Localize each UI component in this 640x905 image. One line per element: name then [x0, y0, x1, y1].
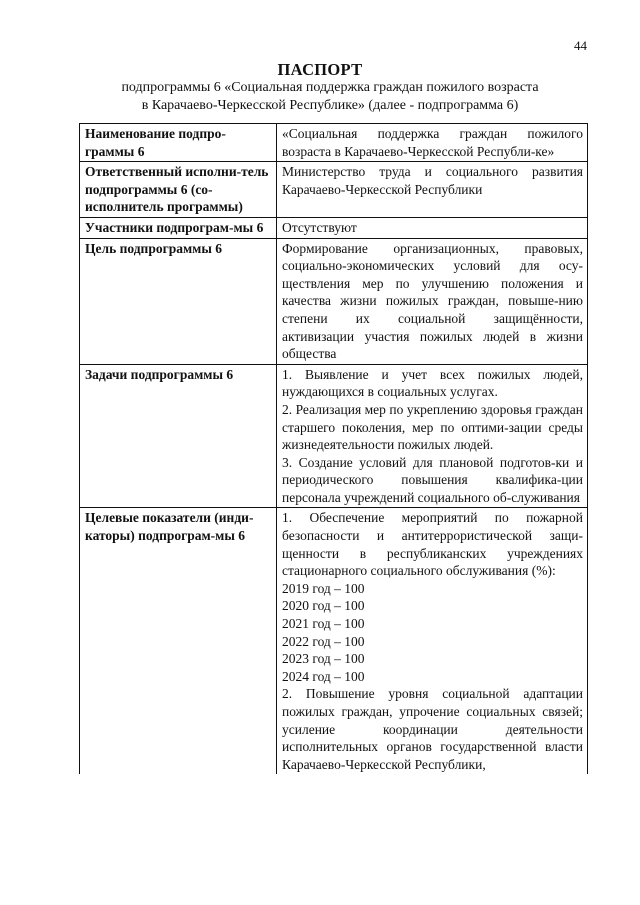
value-paragraph: 2023 год – 100 [282, 651, 365, 667]
row-label: Участники подпрограм-мы 6 [80, 217, 277, 238]
value-paragraph: 1. Обеспечение мероприятий по пожарной безопасности и антитеррористической защи-щенности в республиканских учреждениях стационарного социального обслуживания (%): [282, 510, 583, 579]
subtitle-line: в Карачаево-Черкесской Республике» (далее - подпрограмма 6) [141, 98, 519, 113]
value-paragraph: Отсутствуют [282, 219, 357, 235]
value-paragraph: Министерство труда и социального развития Карачаево-Черкесской Республики [282, 164, 583, 197]
row-value [277, 124, 588, 162]
value-paragraph: 1. Выявление и учет всех пожилых людей, нуждающихся в социальных услугах. [282, 366, 583, 400]
row-label: Ответственный исполни-тель подпрограммы 6 (со-исполнитель программы) [80, 162, 277, 218]
row-label: Задачи подпрограммы 6 [80, 364, 277, 508]
row-label: Наименование подпро-граммы 6 [80, 124, 277, 162]
table-row [80, 364, 588, 508]
row-value [277, 162, 588, 218]
row-value [277, 238, 588, 364]
value-paragraph: 2. Реализация мер по укреплению здоровья граждан старшего поколения, мер по оптими-зации среды жизнедеятельности пожилых людей. [282, 401, 583, 453]
table-row [80, 124, 588, 162]
table-row [80, 238, 588, 364]
value-paragraph: 3. Создание условий для плановой подготов-ки и периодического повышения квалифика-ции персонала учреждений социального об-служивания [282, 454, 583, 505]
value-paragraph: 2. Повышение уровня социальной адаптации пожилых граждан, упрочение социальных связей; усиление координации деятельности исполнительных органов государственной власти Карачаево-Черкесской Республики, [282, 686, 583, 772]
row-value [277, 508, 588, 774]
value-paragraph: 2022 год – 100 [282, 633, 365, 649]
table-row [80, 508, 588, 774]
value-paragraph: «Социальная поддержка граждан пожилого возраста в Карачаево-Черкесской Республи-ке» [282, 126, 583, 159]
row-label: Целевые показатели (инди-каторы) подпрограм-мы 6 [80, 508, 277, 774]
row-value [277, 364, 588, 508]
table-row [80, 217, 588, 238]
row-label: Цель подпрограммы 6 [80, 238, 277, 364]
document-subtitle [60, 79, 600, 115]
value-paragraph: Формирование организационных, правовых, социально-экономических условий для осу-ществления мер по улучшению положения и качества жизни пожилых граждан, повыше-нию степени их социальной защищённости, активизации участия пожилых людей в жизни общества [282, 240, 583, 362]
subtitle-line: подпрограммы 6 «Социальная поддержка граждан пожилого возраста [121, 80, 539, 95]
value-paragraph: 2019 год – 100 [282, 580, 365, 596]
passport-table [79, 123, 588, 774]
document-title: ПАСПОРТ [277, 60, 363, 79]
table-row [80, 162, 588, 218]
page-number: 44 [574, 38, 587, 53]
value-paragraph: 2021 год – 100 [282, 616, 365, 632]
value-paragraph: 2020 год – 100 [282, 598, 365, 614]
row-value [277, 217, 588, 238]
value-paragraph: 2024 год – 100 [282, 668, 365, 684]
